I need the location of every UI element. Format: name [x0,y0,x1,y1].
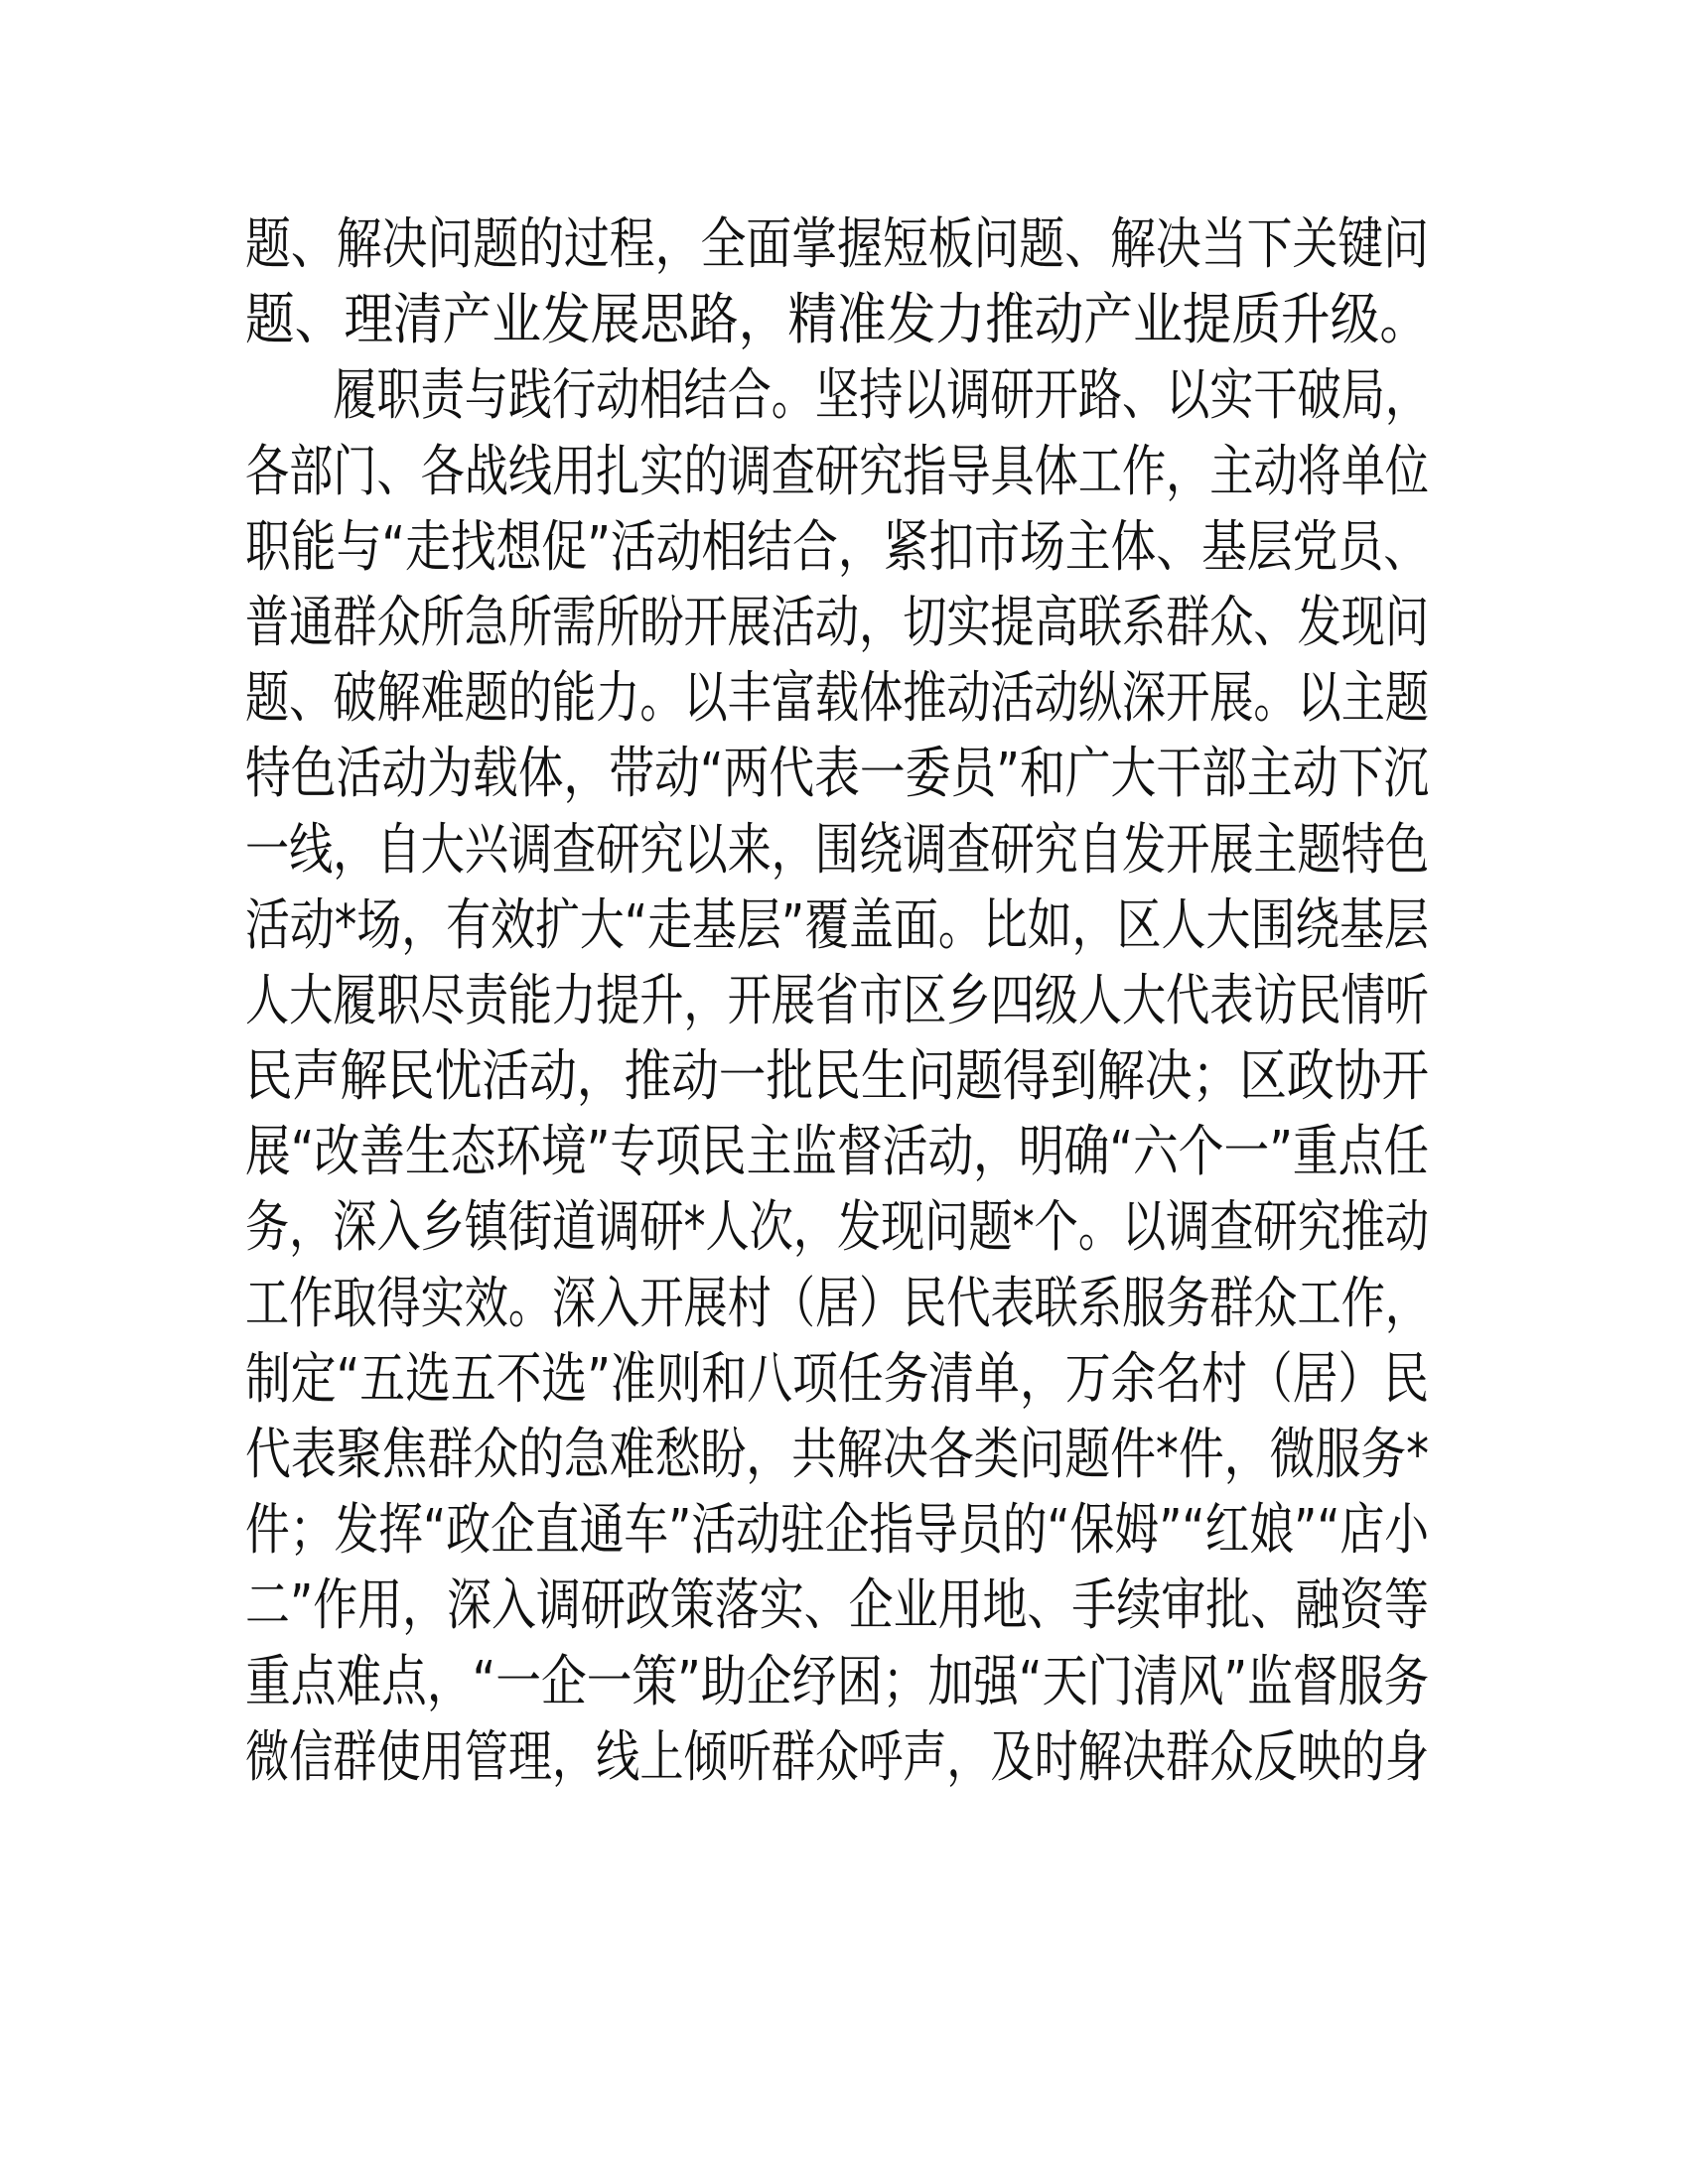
text-line: 微信群使用管理，线上倾听群众呼声，及时解决群众反映的身 [245,1724,1429,1790]
text-line: 二”作用，深入调研政策落实、企业用地、手续审批、融资等 [245,1573,1430,1639]
text-line: 代表聚焦群众的急难愁盼，共解决各类问题件*件，微服务* [245,1423,1429,1487]
text-line: 人大履职尽责能力提升，开展省市区乡四级人大代表访民情听 [245,968,1429,1033]
text-line: 各部门、各战线用扎实的调查研究指导具体工作，主动将单位 [245,439,1429,504]
text-line: 特色活动为载体，带动“两代表一委员”和广大干部主动下沉 [245,742,1430,807]
text-line: 履职责与践行动相结合。坚持以调研开路、以实干破局， [245,363,1429,429]
document-page [245,207,1429,1796]
text-line: 普通群众所急所需所盼开展活动，切实提高联系群众、发现问 [245,590,1429,655]
text-line: 务，深入乡镇街道调研*人次，发现问题*个。以调查研究推动 [245,1195,1429,1261]
text-line: 制定“五选五不选”准则和八项任务清单，万余名村（居）民 [245,1346,1430,1412]
text-line: 职能与“走找想促”活动相结合，紧扣市场主体、基层党员、 [245,514,1430,580]
text-line: 件；发挥“政企直通车”活动驻企指导员的“保姆”“红娘”“店小 [245,1498,1430,1564]
text-line: 题、理清产业发展思路，精准发力推动产业提质升级。 [245,288,1429,353]
text-line: 一线，自大兴调查研究以来，围绕调查研究自发开展主题特色 [245,817,1429,883]
text-line: 题、解决问题的过程，全面掌握短板问题、解决当下关键问 [245,212,1429,277]
text-line: 重点难点，“一企一策”助企纾困；加强“天门清风”监督服务 [245,1649,1430,1714]
text-line: 工作取得实效。深入开展村（居）民代表联系服务群众工作， [245,1271,1429,1336]
text-line: 活动*场，有效扩大“走基层”覆盖面。比如，区人大围绕基层 [245,892,1430,958]
text-line: 展“改善生态环境”专项民主监督活动，明确“六个一”重点任 [245,1120,1430,1185]
text-line: 题、破解难题的能力。以丰富载体推动活动纵深开展。以主题 [245,666,1429,732]
text-line: 民声解民忧活动，推动一批民生问题得到解决；区政协开 [245,1044,1429,1110]
